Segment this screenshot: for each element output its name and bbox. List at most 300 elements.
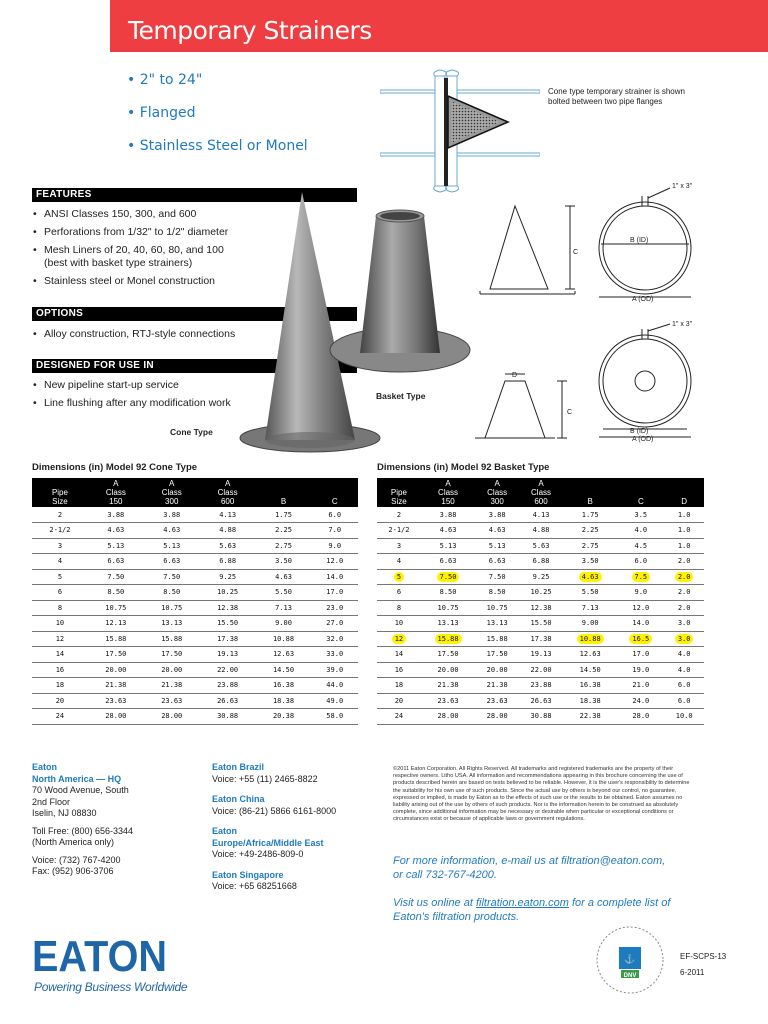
- feature-item: • Mesh Liners of 20, 40, 60, 80, and 100 (best with basket type strainers): [32, 244, 228, 270]
- address-line: 2nd Floor: [32, 796, 71, 807]
- table-cell: 4.0: [617, 523, 664, 539]
- table-cell: 30.88: [519, 709, 563, 725]
- contact-heading: Eaton: [212, 826, 238, 836]
- table-row: [32, 631, 358, 647]
- table-cell: 21.38: [475, 678, 519, 694]
- table-cell: 20.00: [421, 662, 475, 678]
- table-row: [377, 693, 704, 709]
- voice-number: Voice: +65 68251668: [212, 881, 297, 891]
- column-header: C: [311, 478, 358, 507]
- table-row: [377, 647, 704, 663]
- table-cell: 44.0: [311, 678, 358, 694]
- website-link[interactable]: filtration.eaton.com: [475, 897, 569, 909]
- table-cell: 17.0: [311, 585, 358, 601]
- table-cell: 19.13: [519, 647, 563, 663]
- table-cell: 5.50: [256, 585, 312, 601]
- table-cell: 23.88: [200, 678, 256, 694]
- table-cell: 3.88: [475, 507, 519, 523]
- column-header: A Class 150: [88, 478, 144, 507]
- table-cell: 8.50: [144, 585, 200, 601]
- table-cell: 15.88: [144, 631, 200, 647]
- table-cell: 14.0: [311, 569, 358, 585]
- column-header: B: [256, 478, 312, 507]
- table-cell: 21.38: [144, 678, 200, 694]
- basket-strainer-photo: [328, 208, 472, 378]
- table-cell: 4.63: [144, 523, 200, 539]
- cone-type-label: Cone Type: [170, 427, 213, 437]
- table-cell: 12: [377, 631, 421, 647]
- table-cell: 10.25: [519, 585, 563, 601]
- visit-text: for a complete list of: [568, 897, 671, 909]
- table-cell: 2.0: [664, 585, 704, 601]
- table-row: [377, 678, 704, 694]
- table-cell: 4.13: [519, 507, 563, 523]
- table-cell: 7.0: [311, 523, 358, 539]
- table-cell: 58.0: [311, 709, 358, 725]
- table-cell: 7.50: [88, 569, 144, 585]
- table-cell: 21.38: [88, 678, 144, 694]
- drawing-label-tab-basket: 1" x 3": [672, 321, 693, 328]
- voice-number: Voice: (732) 767-4200: [32, 854, 121, 865]
- table-cell: 39.0: [311, 662, 358, 678]
- table-cell: 24.0: [617, 693, 664, 709]
- table-cell: 6.63: [88, 554, 144, 570]
- table-cell: 26.63: [200, 693, 256, 709]
- table-cell: 2.75: [563, 538, 617, 554]
- toll-free-note: (North America only): [32, 837, 115, 847]
- table-cell: 4: [32, 554, 88, 570]
- table-cell: 5.50: [563, 585, 617, 601]
- table-row: [32, 585, 358, 601]
- table-cell: 1.75: [563, 507, 617, 523]
- table-cell: 4.13: [200, 507, 256, 523]
- table-cell: 49.0: [311, 693, 358, 709]
- column-header: Pipe Size: [377, 478, 421, 507]
- table-cell: 15.50: [519, 616, 563, 632]
- drawing-label-b-id: B (ID): [630, 237, 649, 244]
- table-cell: 7.5: [617, 569, 664, 585]
- document-id: EF-SCPS-13: [680, 952, 727, 961]
- eaton-tagline: Powering Business Worldwide: [34, 980, 188, 994]
- table-cell: 4.63: [256, 569, 312, 585]
- table-cell: 4.88: [200, 523, 256, 539]
- table-cell: 27.0: [311, 616, 358, 632]
- table-cell: 7.50: [144, 569, 200, 585]
- table-cell: 20.00: [144, 662, 200, 678]
- contact-heading: Eaton Brazil: [212, 762, 265, 772]
- table-cell: 17.50: [144, 647, 200, 663]
- table-row: [32, 678, 358, 694]
- certification-seal-icon: [595, 925, 665, 995]
- table-cell: 9.00: [563, 616, 617, 632]
- top-bullets: [127, 72, 308, 171]
- table-cell: 8.50: [421, 585, 475, 601]
- table-cell: 10.88: [256, 631, 312, 647]
- svg-text:⚓: ⚓: [624, 954, 636, 964]
- column-header: A Class 150: [421, 478, 475, 507]
- svg-text:EATON: EATON: [32, 935, 167, 975]
- table-row: [32, 538, 358, 554]
- table-cell: 5.13: [475, 538, 519, 554]
- table-cell: 8: [32, 600, 88, 616]
- table-row: [32, 647, 358, 663]
- table-row: [377, 523, 704, 539]
- contact-other-regions: [212, 762, 336, 893]
- table-row: [377, 616, 704, 632]
- voice-number: Voice: (86-21) 5866 6161-8000: [212, 805, 337, 816]
- table-cell: 2.0: [664, 600, 704, 616]
- option-item: • Alloy construction, RTJ-style connections: [32, 328, 235, 341]
- svg-text:DNV: DNV: [623, 973, 637, 979]
- table-cell: 3.88: [144, 507, 200, 523]
- table-cell: 17.50: [421, 647, 475, 663]
- table-cell: 33.0: [311, 647, 358, 663]
- column-header: A Class 600: [519, 478, 563, 507]
- table-cell: 19.13: [200, 647, 256, 663]
- table-row: [32, 569, 358, 585]
- table-cell: 2: [377, 507, 421, 523]
- table-cell: 6.0: [664, 693, 704, 709]
- table-cell: 7.13: [256, 600, 312, 616]
- column-header: A Class 300: [144, 478, 200, 507]
- table-cell: 15.88: [421, 631, 475, 647]
- table-cell: 14: [377, 647, 421, 663]
- table-header-row: [377, 478, 704, 507]
- table-cell: 4.0: [664, 662, 704, 678]
- drawing-label-b-id-basket: B (ID): [630, 428, 649, 435]
- options-list: [32, 328, 235, 346]
- table-cell: 13.13: [144, 616, 200, 632]
- legal-fine-print: ©2011 Eaton Corporation. All Rights Reserved. All trademarks and registered trademarks are the property of their respective owners. Litho USA. All information and recommendations appearing in this brochure concerning the use of products described herein are based on tests believed to be reliable. However, it is the user's responsibility to determine the suitability for his own use of such products. Since the actual use by others is beyond our control, no guarantee, expressed or implied, is made by Eaton as to the effects of such use or the results to be obtained. Eaton assumes no liability arising out of the use by others of such products. Nor is the information herein to be construed as absolutely complete, since additional information may be necessary or desirable when particular or exceptional conditions or circumstances exist or because of applicable laws or government regulations.: [393, 766, 690, 823]
- table-row: [32, 600, 358, 616]
- table-cell: 28.0: [617, 709, 664, 725]
- use-item: • New pipeline start-up service: [32, 379, 231, 392]
- bullet-material: • Stainless Steel or Monel: [127, 138, 308, 154]
- table-cell: 23.88: [519, 678, 563, 694]
- table-cell: 6.63: [421, 554, 475, 570]
- cone-caption: Cone type temporary strainer is shown bolted between two pipe flanges: [548, 87, 685, 106]
- table-cell: 9.0: [311, 538, 358, 554]
- column-header: A Class 300: [475, 478, 519, 507]
- table-cell: 4.63: [563, 569, 617, 585]
- table-row: [377, 554, 704, 570]
- table-cell: 8.50: [88, 585, 144, 601]
- contact-heading: North America — HQ: [32, 773, 122, 784]
- more-info-line: For more information, e-mail us at filtration@eaton.com,: [393, 855, 666, 867]
- contact-heading: Eaton China: [212, 794, 265, 804]
- table-cell: 1.0: [664, 538, 704, 554]
- table-cell: 21.0: [617, 678, 664, 694]
- table-row: [32, 662, 358, 678]
- visit-text: Eaton's filtration products.: [393, 911, 520, 923]
- cone-dimensions-table: [32, 478, 358, 725]
- table-cell: 3.50: [256, 554, 312, 570]
- drawing-label-a-od: A (OD): [632, 296, 654, 303]
- table-cell: 5: [377, 569, 421, 585]
- table-cell: 20.00: [475, 662, 519, 678]
- drawing-label-tab: 1" x 3": [672, 183, 693, 190]
- table-cell: 9.0: [617, 585, 664, 601]
- table-cell: 17.38: [519, 631, 563, 647]
- table-cell: 4.5: [617, 538, 664, 554]
- table-cell: 12.0: [617, 600, 664, 616]
- table-cell: 12.38: [519, 600, 563, 616]
- column-header: C: [617, 478, 664, 507]
- table-cell: 5.13: [88, 538, 144, 554]
- table-cell: 17.0: [617, 647, 664, 663]
- table-cell: 9.00: [256, 616, 312, 632]
- table-cell: 2-1/2: [377, 523, 421, 539]
- table-cell: 3.0: [664, 616, 704, 632]
- table-cell: 23.0: [311, 600, 358, 616]
- address-line: 70 Wood Avenue, South: [32, 785, 129, 795]
- column-header: Pipe Size: [32, 478, 88, 507]
- table-cell: 12.38: [200, 600, 256, 616]
- table-cell: 6.88: [200, 554, 256, 570]
- table-cell: 20: [32, 693, 88, 709]
- table-row: [377, 585, 704, 601]
- contact-heading: Europe/Africa/Middle East: [212, 837, 324, 848]
- table-cell: 7.50: [475, 569, 519, 585]
- table-cell: 2.0: [664, 569, 704, 585]
- table-cell: 9.25: [519, 569, 563, 585]
- table-cell: 15.88: [475, 631, 519, 647]
- table-cell: 6.88: [519, 554, 563, 570]
- table-cell: 24: [32, 709, 88, 725]
- basket-table-title: Dimensions (in) Model 92 Basket Type: [377, 462, 550, 473]
- table-cell: 28.00: [88, 709, 144, 725]
- table-row: [32, 709, 358, 725]
- table-cell: 3.50: [563, 554, 617, 570]
- designed-list: [32, 379, 231, 415]
- table-cell: 16.5: [617, 631, 664, 647]
- table-cell: 2.25: [256, 523, 312, 539]
- table-cell: 18.38: [563, 693, 617, 709]
- table-cell: 16.38: [256, 678, 312, 694]
- table-cell: 3.88: [88, 507, 144, 523]
- table-row: [377, 569, 704, 585]
- table-cell: 5.63: [200, 538, 256, 554]
- table-cell: 12: [32, 631, 88, 647]
- table-cell: 18: [32, 678, 88, 694]
- column-header: D: [664, 478, 704, 507]
- table-cell: 22.00: [519, 662, 563, 678]
- table-cell: 10: [377, 616, 421, 632]
- table-cell: 22.38: [563, 709, 617, 725]
- table-cell: 14.0: [617, 616, 664, 632]
- table-cell: 1.75: [256, 507, 312, 523]
- table-cell: 15.50: [200, 616, 256, 632]
- table-row: [32, 616, 358, 632]
- designed-heading: DESIGNED FOR USE IN: [32, 359, 357, 373]
- contact-north-america: [32, 762, 133, 878]
- table-cell: 2.25: [563, 523, 617, 539]
- dimension-drawings: [470, 176, 710, 446]
- table-cell: 3.88: [421, 507, 475, 523]
- table-cell: 5.63: [519, 538, 563, 554]
- table-cell: 20: [377, 693, 421, 709]
- table-cell: 13.13: [421, 616, 475, 632]
- table-cell: 4.0: [664, 647, 704, 663]
- table-cell: 17.50: [88, 647, 144, 663]
- table-row: [32, 523, 358, 539]
- voice-number: Voice: +49-2486-809-0: [212, 849, 304, 859]
- table-cell: 3: [32, 538, 88, 554]
- feature-item: • Perforations from 1/32" to 1/2" diameter: [32, 226, 228, 239]
- table-cell: 14: [32, 647, 88, 663]
- drawing-label-c-basket: C: [567, 409, 573, 416]
- table-row: [377, 631, 704, 647]
- table-row: [377, 709, 704, 725]
- options-heading: OPTIONS: [32, 307, 357, 321]
- table-cell: 20.38: [256, 709, 312, 725]
- basket-type-label: Basket Type: [376, 391, 426, 401]
- table-cell: 12.63: [256, 647, 312, 663]
- table-cell: 1.0: [664, 523, 704, 539]
- table-cell: 3.0: [664, 631, 704, 647]
- table-cell: 10.75: [475, 600, 519, 616]
- table-cell: 10.75: [421, 600, 475, 616]
- features-heading: FEATURES: [32, 188, 357, 202]
- feature-item: • Stainless steel or Monel construction: [32, 275, 228, 288]
- address-line: Iselin, NJ 08830: [32, 808, 97, 818]
- table-cell: 10.75: [88, 600, 144, 616]
- table-row: [32, 554, 358, 570]
- table-cell: 5.13: [421, 538, 475, 554]
- table-cell: 5.13: [144, 538, 200, 554]
- table-cell: 10.25: [200, 585, 256, 601]
- table-cell: 6.0: [311, 507, 358, 523]
- table-cell: 21.38: [421, 678, 475, 694]
- table-cell: 1.0: [664, 507, 704, 523]
- table-cell: 2.0: [664, 554, 704, 570]
- table-cell: 4.88: [519, 523, 563, 539]
- table-row: [377, 600, 704, 616]
- drawing-label-c: C: [573, 249, 579, 256]
- drawing-label-a-od-basket: A (OD): [632, 436, 654, 443]
- table-cell: 12.0: [311, 554, 358, 570]
- table-row: [377, 538, 704, 554]
- column-header: B: [563, 478, 617, 507]
- table-cell: 16.38: [563, 678, 617, 694]
- table-cell: 32.0: [311, 631, 358, 647]
- table-cell: 15.88: [88, 631, 144, 647]
- table-row: [32, 693, 358, 709]
- cone-flange-diagram: [380, 68, 540, 193]
- bullet-flanged: • Flanged: [127, 105, 196, 121]
- table-cell: 10: [32, 616, 88, 632]
- table-cell: 16: [32, 662, 88, 678]
- table-cell: 3.5: [617, 507, 664, 523]
- table-cell: 17.50: [475, 647, 519, 663]
- table-cell: 18: [377, 678, 421, 694]
- column-header: A Class 600: [200, 478, 256, 507]
- table-cell: 28.00: [421, 709, 475, 725]
- toll-free: Toll Free: (800) 656-3344: [32, 825, 134, 836]
- table-row: [377, 662, 704, 678]
- table-cell: 6.0: [664, 678, 704, 694]
- drawing-label-d: D: [512, 372, 518, 379]
- table-cell: 17.38: [200, 631, 256, 647]
- table-cell: 23.63: [144, 693, 200, 709]
- document-date: 6-2011: [680, 968, 705, 977]
- features-list: [32, 208, 228, 293]
- table-cell: 6.0: [617, 554, 664, 570]
- table-row: [377, 507, 704, 523]
- table-cell: 30.88: [200, 709, 256, 725]
- bullet-size: • 2" to 24": [127, 72, 203, 88]
- table-cell: 2.75: [256, 538, 312, 554]
- feature-item: • ANSI Classes 150, 300, and 600: [32, 208, 228, 221]
- table-cell: 16: [377, 662, 421, 678]
- table-cell: 4.63: [88, 523, 144, 539]
- table-cell: 19.0: [617, 662, 664, 678]
- table-cell: 10.0: [664, 709, 704, 725]
- table-cell: 4.63: [475, 523, 519, 539]
- table-cell: 7.50: [421, 569, 475, 585]
- page-title: Temporary Strainers: [128, 16, 372, 45]
- table-cell: 14.50: [256, 662, 312, 678]
- table-cell: 28.00: [144, 709, 200, 725]
- basket-dimensions-table: [377, 478, 704, 725]
- title-bar: [110, 0, 768, 52]
- table-cell: 23.63: [475, 693, 519, 709]
- table-cell: 4: [377, 554, 421, 570]
- table-cell: 10.88: [563, 631, 617, 647]
- table-row: [32, 507, 358, 523]
- fax-number: Fax: (952) 906-3706: [32, 866, 114, 876]
- table-cell: 6: [32, 585, 88, 601]
- table-cell: 13.13: [475, 616, 519, 632]
- table-cell: 6.63: [475, 554, 519, 570]
- eaton-logo: [32, 935, 167, 975]
- table-cell: 3: [377, 538, 421, 554]
- table-cell: 8.50: [475, 585, 519, 601]
- more-info: [393, 854, 665, 882]
- visit-online: [393, 896, 670, 924]
- table-cell: 5: [32, 569, 88, 585]
- table-cell: 7.13: [563, 600, 617, 616]
- table-cell: 20.00: [88, 662, 144, 678]
- table-cell: 23.63: [421, 693, 475, 709]
- table-cell: 2-1/2: [32, 523, 88, 539]
- table-cell: 18.38: [256, 693, 312, 709]
- cone-table-title: Dimensions (in) Model 92 Cone Type: [32, 462, 198, 473]
- visit-text: Visit us online at: [393, 897, 476, 909]
- table-cell: 2: [32, 507, 88, 523]
- table-cell: 6.63: [144, 554, 200, 570]
- table-cell: 26.63: [519, 693, 563, 709]
- table-cell: 12.63: [563, 647, 617, 663]
- table-cell: 28.00: [475, 709, 519, 725]
- more-info-line: or call 732-767-4200.: [393, 869, 497, 881]
- contact-heading: Eaton Singapore: [212, 869, 284, 880]
- table-cell: 14.50: [563, 662, 617, 678]
- table-cell: 10.75: [144, 600, 200, 616]
- table-cell: 22.00: [200, 662, 256, 678]
- table-cell: 23.63: [88, 693, 144, 709]
- table-cell: 12.13: [88, 616, 144, 632]
- use-item: • Line flushing after any modification work: [32, 397, 231, 410]
- voice-number: Voice: +55 (11) 2465-8822: [212, 773, 318, 784]
- contact-heading: Eaton: [32, 762, 58, 772]
- table-cell: 8: [377, 600, 421, 616]
- table-cell: 9.25: [200, 569, 256, 585]
- table-header-row: [32, 478, 358, 507]
- table-cell: 24: [377, 709, 421, 725]
- table-cell: 6: [377, 585, 421, 601]
- table-cell: 4.63: [421, 523, 475, 539]
